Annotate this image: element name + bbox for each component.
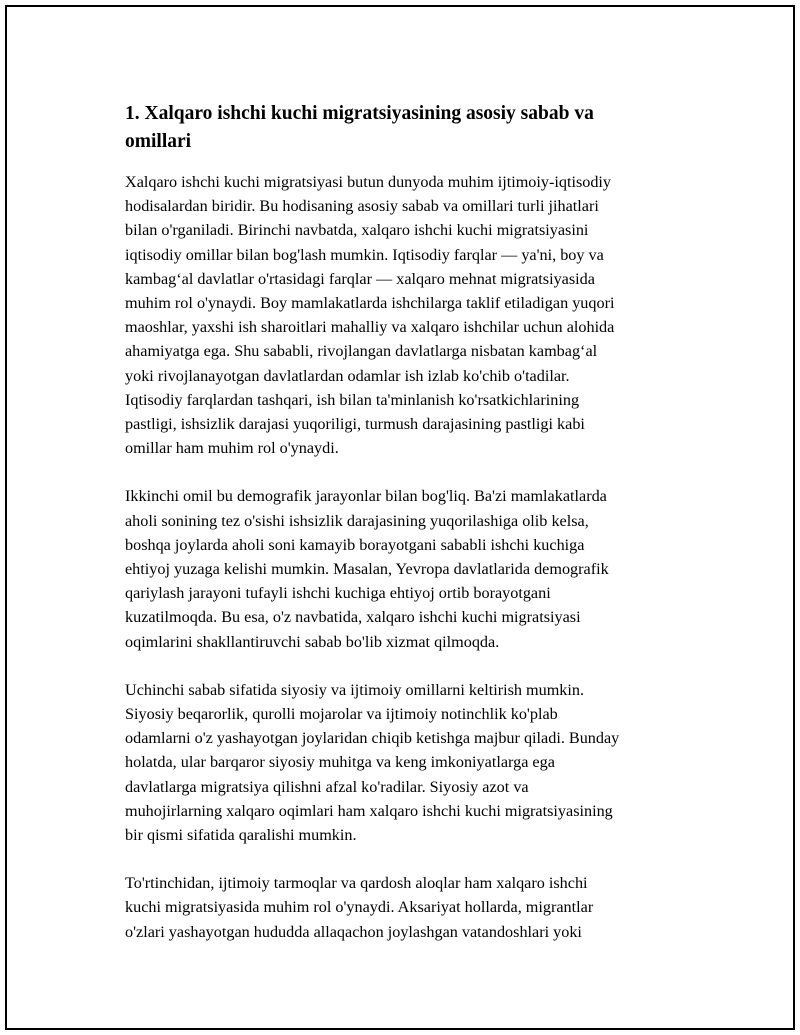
text-line: ehtiyoj yuzaga kelishi mumkin. Masalan, Yevropa davlatlarida demografik — [125, 560, 609, 579]
heading-line: omillari — [125, 131, 192, 152]
text-line: bir qismi sifatida qaralishi mumkin. — [125, 826, 357, 845]
text-line: qariylash jarayoni tufayli ishchi kuchiga ehtiyoj ortib borayotgani — [125, 584, 551, 603]
section-heading — [119, 100, 695, 156]
text-line: Xalqaro ishchi kuchi migratsiyasi butun dunyoda muhim ijtimoiy-iqtisodiy — [125, 173, 612, 191]
text-line: Iqtisodiy farqlardan tashqari, ish bilan ta'minlanish ko'rsatkichlarining — [125, 390, 580, 409]
text-line: holatda, ular barqaror siyosiy muhitga va keng imkoniyatlarga ega — [125, 753, 555, 772]
document-body — [119, 100, 695, 968]
text-line: Uchinchi sabab sifatida siyosiy va ijtimoiy omillarni keltirish mumkin. — [125, 680, 585, 699]
paragraph-3 — [119, 678, 695, 847]
paragraph-2 — [119, 484, 695, 653]
text-line: o'zlari yashayotgan hududda allaqachon joylashgan vatandoshlari yoki — [125, 922, 582, 941]
heading-line: 1. Xalqaro ishchi kuchi migratsiyasining asosiy sabab va — [125, 103, 594, 124]
text-line: muhojirlarning xalqaro oqimlari ham xalqaro ishchi kuchi migratsiyasining — [125, 801, 613, 820]
page-frame — [5, 5, 795, 1030]
paragraph-1 — [119, 170, 695, 460]
text-line: yoki rivojlanayotgan davlatlardan odamlar ish izlab ko'chib o'tadilar. — [125, 366, 570, 385]
paragraph-4 — [119, 871, 695, 944]
text-line: pastligi, ishsizlik darajasi yuqoriligi, turmush darajasining pastligi kabi — [125, 415, 585, 434]
text-line: boshqa joylarda aholi soni kamayib borayotgani sababli ishchi kuchiga — [125, 535, 585, 554]
text-line: omillar ham muhim rol o'ynaydi. — [125, 439, 339, 458]
text-line: aholi sonining tez o'sishi ishsizlik darajasining yuqorilashiga olib kelsa, — [125, 511, 589, 530]
text-line: kuchi migratsiyasida muhim rol o'ynaydi. Aksariyat hollarda, migrantlar — [125, 898, 594, 917]
text-line: oqimlarini shakllantiruvchi sabab bo'lib xizmat qilmoqda. — [125, 632, 500, 651]
text-line: muhim rol o'ynaydi. Boy mamlakatlarda ishchilarga taklif etiladigan yuqori — [125, 294, 615, 313]
text-line: Siyosiy beqarorlik, qurolli mojarolar va ijtimoiy notinchlik ko'plab — [125, 705, 558, 724]
text-line: bilan o'rganiladi. Birinchi navbatda, xalqaro ishchi kuchi migratsiyasini — [125, 221, 589, 240]
text-line: maoshlar, yaxshi ish sharoitlari mahalliy va xalqaro ishchilar uchun alohida — [125, 318, 615, 337]
text-line: davlatlarga migratsiya qilishni afzal ko'radilar. Siyosiy azot va — [125, 777, 529, 796]
text-line: iqtisodiy omillar bilan bog'lash mumkin. Iqtisodiy farqlar — ya'ni, boy va — [125, 245, 604, 264]
text-line: ahamiyatga ega. Shu sababli, rivojlangan davlatlarga nisbatan kambag‘al — [125, 342, 598, 361]
text-line: kuzatilmoqda. Bu esa, o'z navbatida, xalqaro ishchi kuchi migratsiyasi — [125, 608, 581, 627]
text-line: odamlarni o'z yashayotgan joylaridan chiqib ketishga majbur qiladi. Bunday — [125, 729, 620, 748]
text-line: hodisalardan biridir. Bu hodisaning asosiy sabab va omillari turli jihatlari — [125, 197, 599, 216]
text-line: To'rtinchidan, ijtimoiy tarmoqlar va qardosh aloqlar ham xalqaro ishchi — [125, 874, 588, 893]
text-line: kambag‘al davlatlar o'rtasidagi farqlar — xalqaro mehnat migratsiyasida — [125, 269, 595, 288]
text-line: Ikkinchi omil bu demografik jarayonlar bilan bog'liq. Ba'zi mamlakatlarda — [125, 487, 607, 506]
